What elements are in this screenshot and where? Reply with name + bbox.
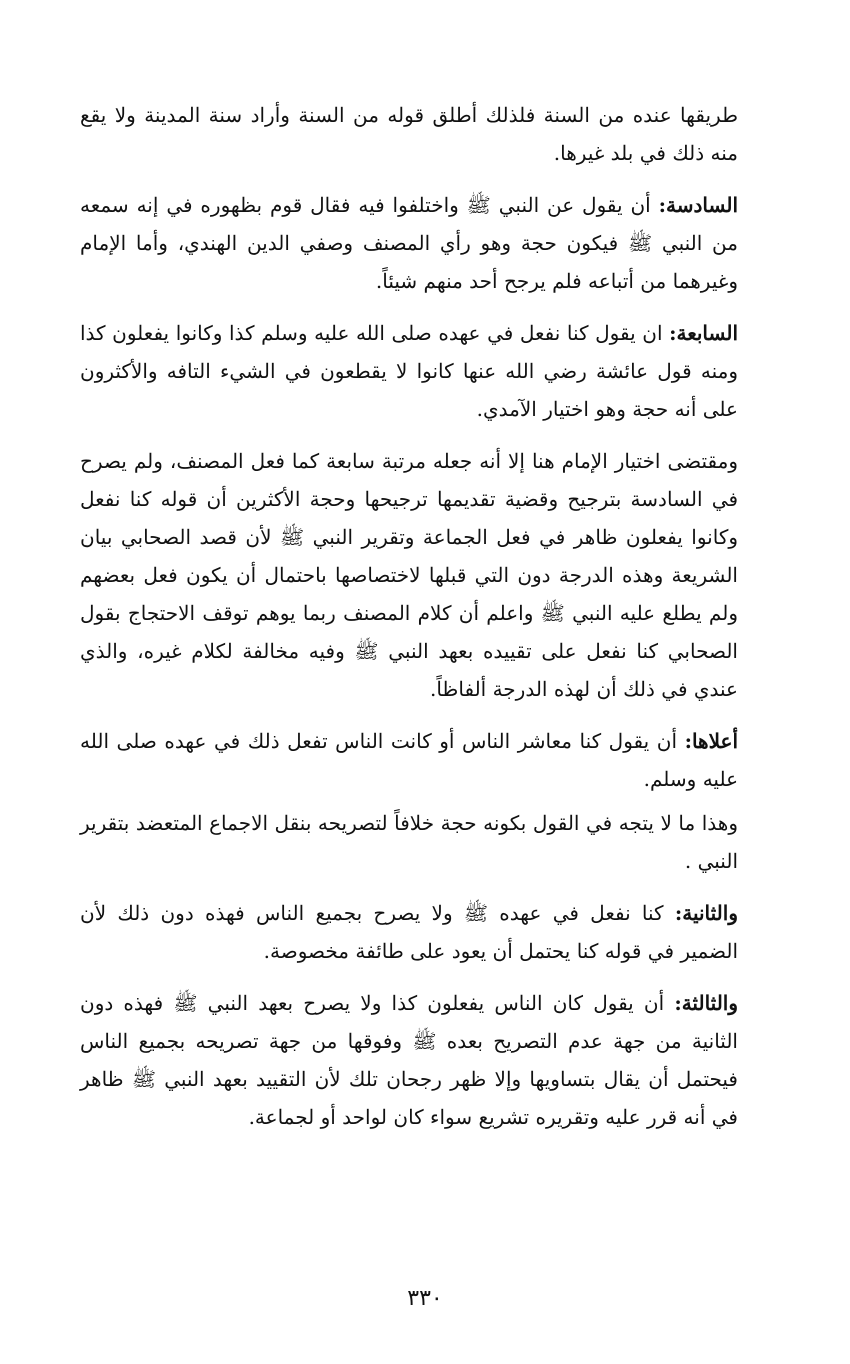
paragraph-highest-text: أن يقول كنا معاشر الناس أو كانت الناس تفعل ذلك في عهده صلى الله عليه وسلم. [80, 729, 738, 791]
paragraph-highest-heading: أعلاها: [684, 729, 739, 753]
paragraph-commentary [80, 442, 738, 708]
paragraph-note-text: وهذا ما لا يتجه في القول بكونه حجة خلافاً لتصريحه بنقل الاجماع المتعضد بتقرير النبي . [80, 811, 738, 873]
paragraph-sixth [80, 186, 738, 300]
paragraph-second-text: كنا نفعل في عهده ﷺ ولا يصرح بجميع الناس فهذه دون ذلك لأن الضمير في قوله كنا يحتمل أن يعود على طائفة مخصوصة. [80, 901, 738, 963]
paragraph-1-text: طريقها عنده من السنة فلذلك أطلق قوله من السنة وأراد سنة المدينة ولا يقع منه ذلك في بلد غيرها. [80, 103, 738, 165]
paragraph-1 [80, 96, 738, 172]
paragraph-third-heading: والثالثة: [674, 991, 738, 1015]
paragraph-seventh [80, 314, 738, 428]
paragraph-sixth-heading: السادسة: [658, 193, 738, 217]
paragraph-commentary-text: ومقتضى اختيار الإمام هنا إلا أنه جعله مرتبة سابعة كما فعل المصنف، ولم يصرح في السادسة بترجيح وقضية تقديمها ترجيحها وحجة الأكثرين أن قوله كنا نفعل وكانوا يفعلون ظاهر في فعل الجماعة وتقرير النبي ﷺ لأن قصد الصحابي بيان الشريعة وهذه الدرجة دون التي قبلها لاختصاصها باحتمال أن يكون فعل بعضهم ولم يطلع عليه النبي ﷺ واعلم أن كلام المصنف ربما يوهم توقف الاحتجاج بقول الصحابي كنا نفعل على تقييده بعهد النبي ﷺ وفيه مخالفة لكلام غيره، والذي عندي في ذلك أن لهذه الدرجة ألفاظاً. [80, 449, 739, 701]
paragraph-third-text: أن يقول كان الناس يفعلون كذا ولا يصرح بعهد النبي ﷺ فهذه دون الثانية من جهة عدم التصريح بعده ﷺ وفوقها من جهة تصريحه بجميع الناس فيحتمل أن يقال بتساويها وإلا ظهر رجحان تلك لأن التقييد بعهد النبي ﷺ ظاهر في أنه قرر عليه وتقريره تشريع سواء كان لواحد أو لجماعة. [80, 991, 738, 1129]
paragraph-seventh-heading: السابعة: [669, 321, 738, 345]
page-number: ٣٣٠ [407, 1286, 443, 1311]
paragraph-second-heading: والثانية: [674, 901, 738, 925]
paragraph-third [80, 984, 738, 1136]
paragraph-note [80, 804, 738, 880]
paragraph-sixth-text: أن يقول عن النبي ﷺ واختلفوا فيه فقال قوم بظهوره في إنه سمعه من النبي ﷺ فيكون حجة وهو رأي المصنف وصفي الدين الهندي، وأما الإمام وغيرهما من أتباعه فلم يرجح أحد منهم شيئاً. [80, 193, 738, 293]
body-text [80, 96, 738, 1136]
paragraph-seventh-text: ان يقول كنا نفعل في عهده صلى الله عليه وسلم كذا وكانوا يفعلون كذا ومنه قول عائشة رضي الله عنها كانوا لا يقطعون في الشيء التافه والأكثرون على أنه حجة وهو اختيار الآمدي. [80, 321, 738, 421]
paragraph-highest [80, 722, 738, 798]
paragraph-second [80, 894, 738, 970]
